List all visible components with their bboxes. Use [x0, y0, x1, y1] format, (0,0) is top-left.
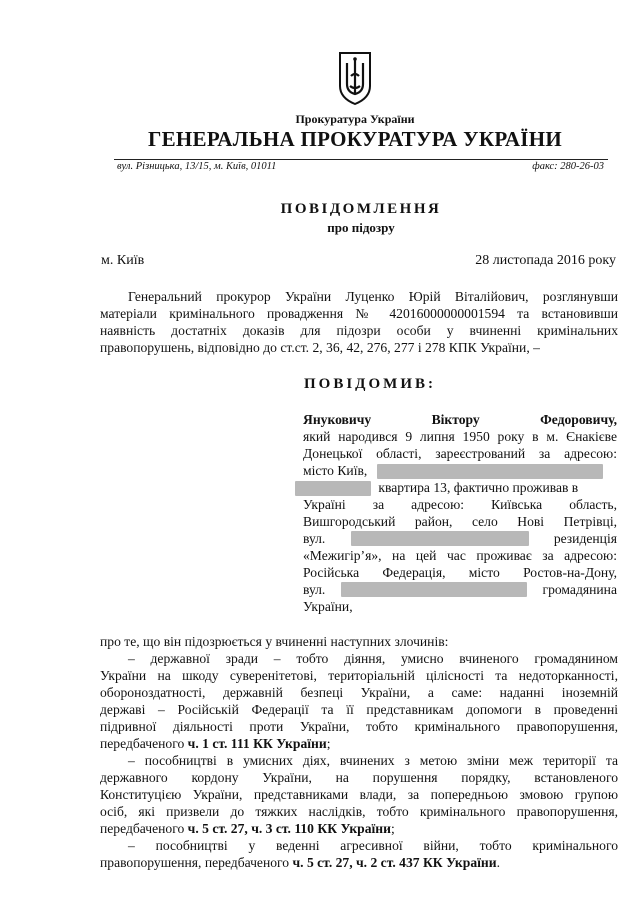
date: 28 листопада 2016 року [475, 253, 616, 268]
charge-1-line: – державної зради – тобто діяння, умисно вчиненого громадянином [128, 651, 618, 666]
intro-line: правопорушень, відповідно до ст.ст. 2, 36, 42, 276, 277 і 278 КПК України, – [100, 340, 540, 355]
charge-2-line [100, 820, 395, 837]
redacted-block [341, 582, 527, 597]
charge-1-text: передбаченого [100, 736, 188, 751]
suspect-patronymic: Федоровичу, [540, 412, 617, 427]
suspect-surname: Януковичу [303, 412, 372, 427]
residence-label: резиденція [553, 531, 617, 546]
suspect-line [303, 581, 617, 598]
suspect-name [303, 411, 617, 428]
charge-2-text: передбаченого [100, 821, 188, 836]
org-name-heading: ГЕНЕРАЛЬНА ПРОКУРАТУРА УКРАЇНИ [147, 127, 563, 151]
suspect-line [303, 530, 617, 547]
street-label: вул. [303, 531, 326, 546]
charge-1-line: підривної діяльності проти України, тобто кримінального правопорушення, [100, 719, 618, 734]
org-name-small: Прокуратура України [295, 112, 415, 126]
street-label: вул. [303, 582, 326, 597]
intro-line: наявність достатніх доказів для підозри особи у вчиненні кримінальних [100, 323, 618, 338]
redacted-block [351, 531, 529, 546]
punctuation: ; [390, 821, 395, 836]
suspect-line: Україні за адресою: Київська область, [303, 497, 617, 512]
charge-2-line: державного кордону України, на порушення порядку, встановленого [100, 770, 618, 785]
charge-2-line: Конституцією України, представниками влади, за попередньою змовою групою [100, 787, 618, 802]
punctuation: ; [326, 736, 331, 751]
charge-3-line: – пособництві у веденні агресивної війни, тобто кримінального [128, 838, 618, 853]
suspect-line: Донецької області, зареєстрований за адресою: [303, 446, 617, 461]
charge-3-line [100, 854, 500, 871]
intro-line: матеріали кримінального провадження № 42016000000001594 та встановивши [100, 306, 618, 321]
document-subtitle: про підозру [327, 220, 395, 235]
org-fax: факс: 280-26-03 [532, 161, 604, 172]
intro-line: Генеральний прокурор України Луценко Юрій Віталійович, розглянувши [128, 289, 618, 304]
place: м. Київ [101, 253, 145, 268]
charge-1-line: України на шкоду суверенітетові, територіальній цілісності та недоторканності, [100, 668, 618, 683]
document-title: ПОВІДОМЛЕННЯ [280, 201, 442, 217]
suspect-line [295, 479, 578, 496]
notified-heading: ПОВІДОМИВ: [304, 376, 436, 392]
charge-2-article: ч. 5 ст. 27, ч. 3 ст. 110 КК України [187, 821, 391, 836]
trident-coat-of-arms-icon [337, 50, 373, 106]
charge-3-text: правопорушення, передбаченого [100, 855, 293, 870]
suspect-apartment: квартира 13, фактично проживав в [378, 480, 579, 495]
suspect-line: Російська Федерація, місто Ростов-на-Дону, [303, 565, 617, 580]
suspect-first-name: Віктору [431, 412, 480, 427]
charge-2-line: – пособництві в умисних діях, вчинених з метою зміни меж території та [128, 753, 618, 768]
org-address: вул. Різницька, 13/15, м. Київ, 01011 [117, 161, 277, 172]
charge-1-line: обороноздатності, державній безпеці України, а саме: наданні іноземній [100, 685, 618, 700]
suspect-line [303, 462, 603, 479]
citizen-label: громадянина [542, 582, 617, 597]
suspect-line: Вишгородський район, село Нові Петрівці, [303, 514, 617, 529]
header-divider [114, 159, 608, 160]
charge-3-article: ч. 5 ст. 27, ч. 2 ст. 437 КК України [292, 855, 497, 870]
charge-1-line: державі – Російській Федерації та її представникам допомоги в проведенні [100, 702, 618, 717]
charges-lead: про те, що він підозрюється у вчиненні наступних злочинів: [100, 634, 449, 649]
punctuation: . [496, 855, 500, 870]
suspect-line: який народився 9 липня 1950 року в м. Єнакієве [303, 429, 617, 444]
charge-1-line [100, 735, 330, 752]
charge-2-line: осіб, які призвели до тяжких наслідків, тобто кримінального правопорушення, [100, 804, 618, 819]
suspect-line: України, [303, 599, 353, 614]
charge-1-article: ч. 1 ст. 111 КК України [187, 736, 327, 751]
redacted-block [295, 481, 371, 496]
suspect-line: «Межигір’я», на цей час проживає за адресою: [303, 548, 617, 563]
redacted-block [377, 464, 603, 479]
suspect-address-city: місто Київ, [303, 463, 368, 478]
